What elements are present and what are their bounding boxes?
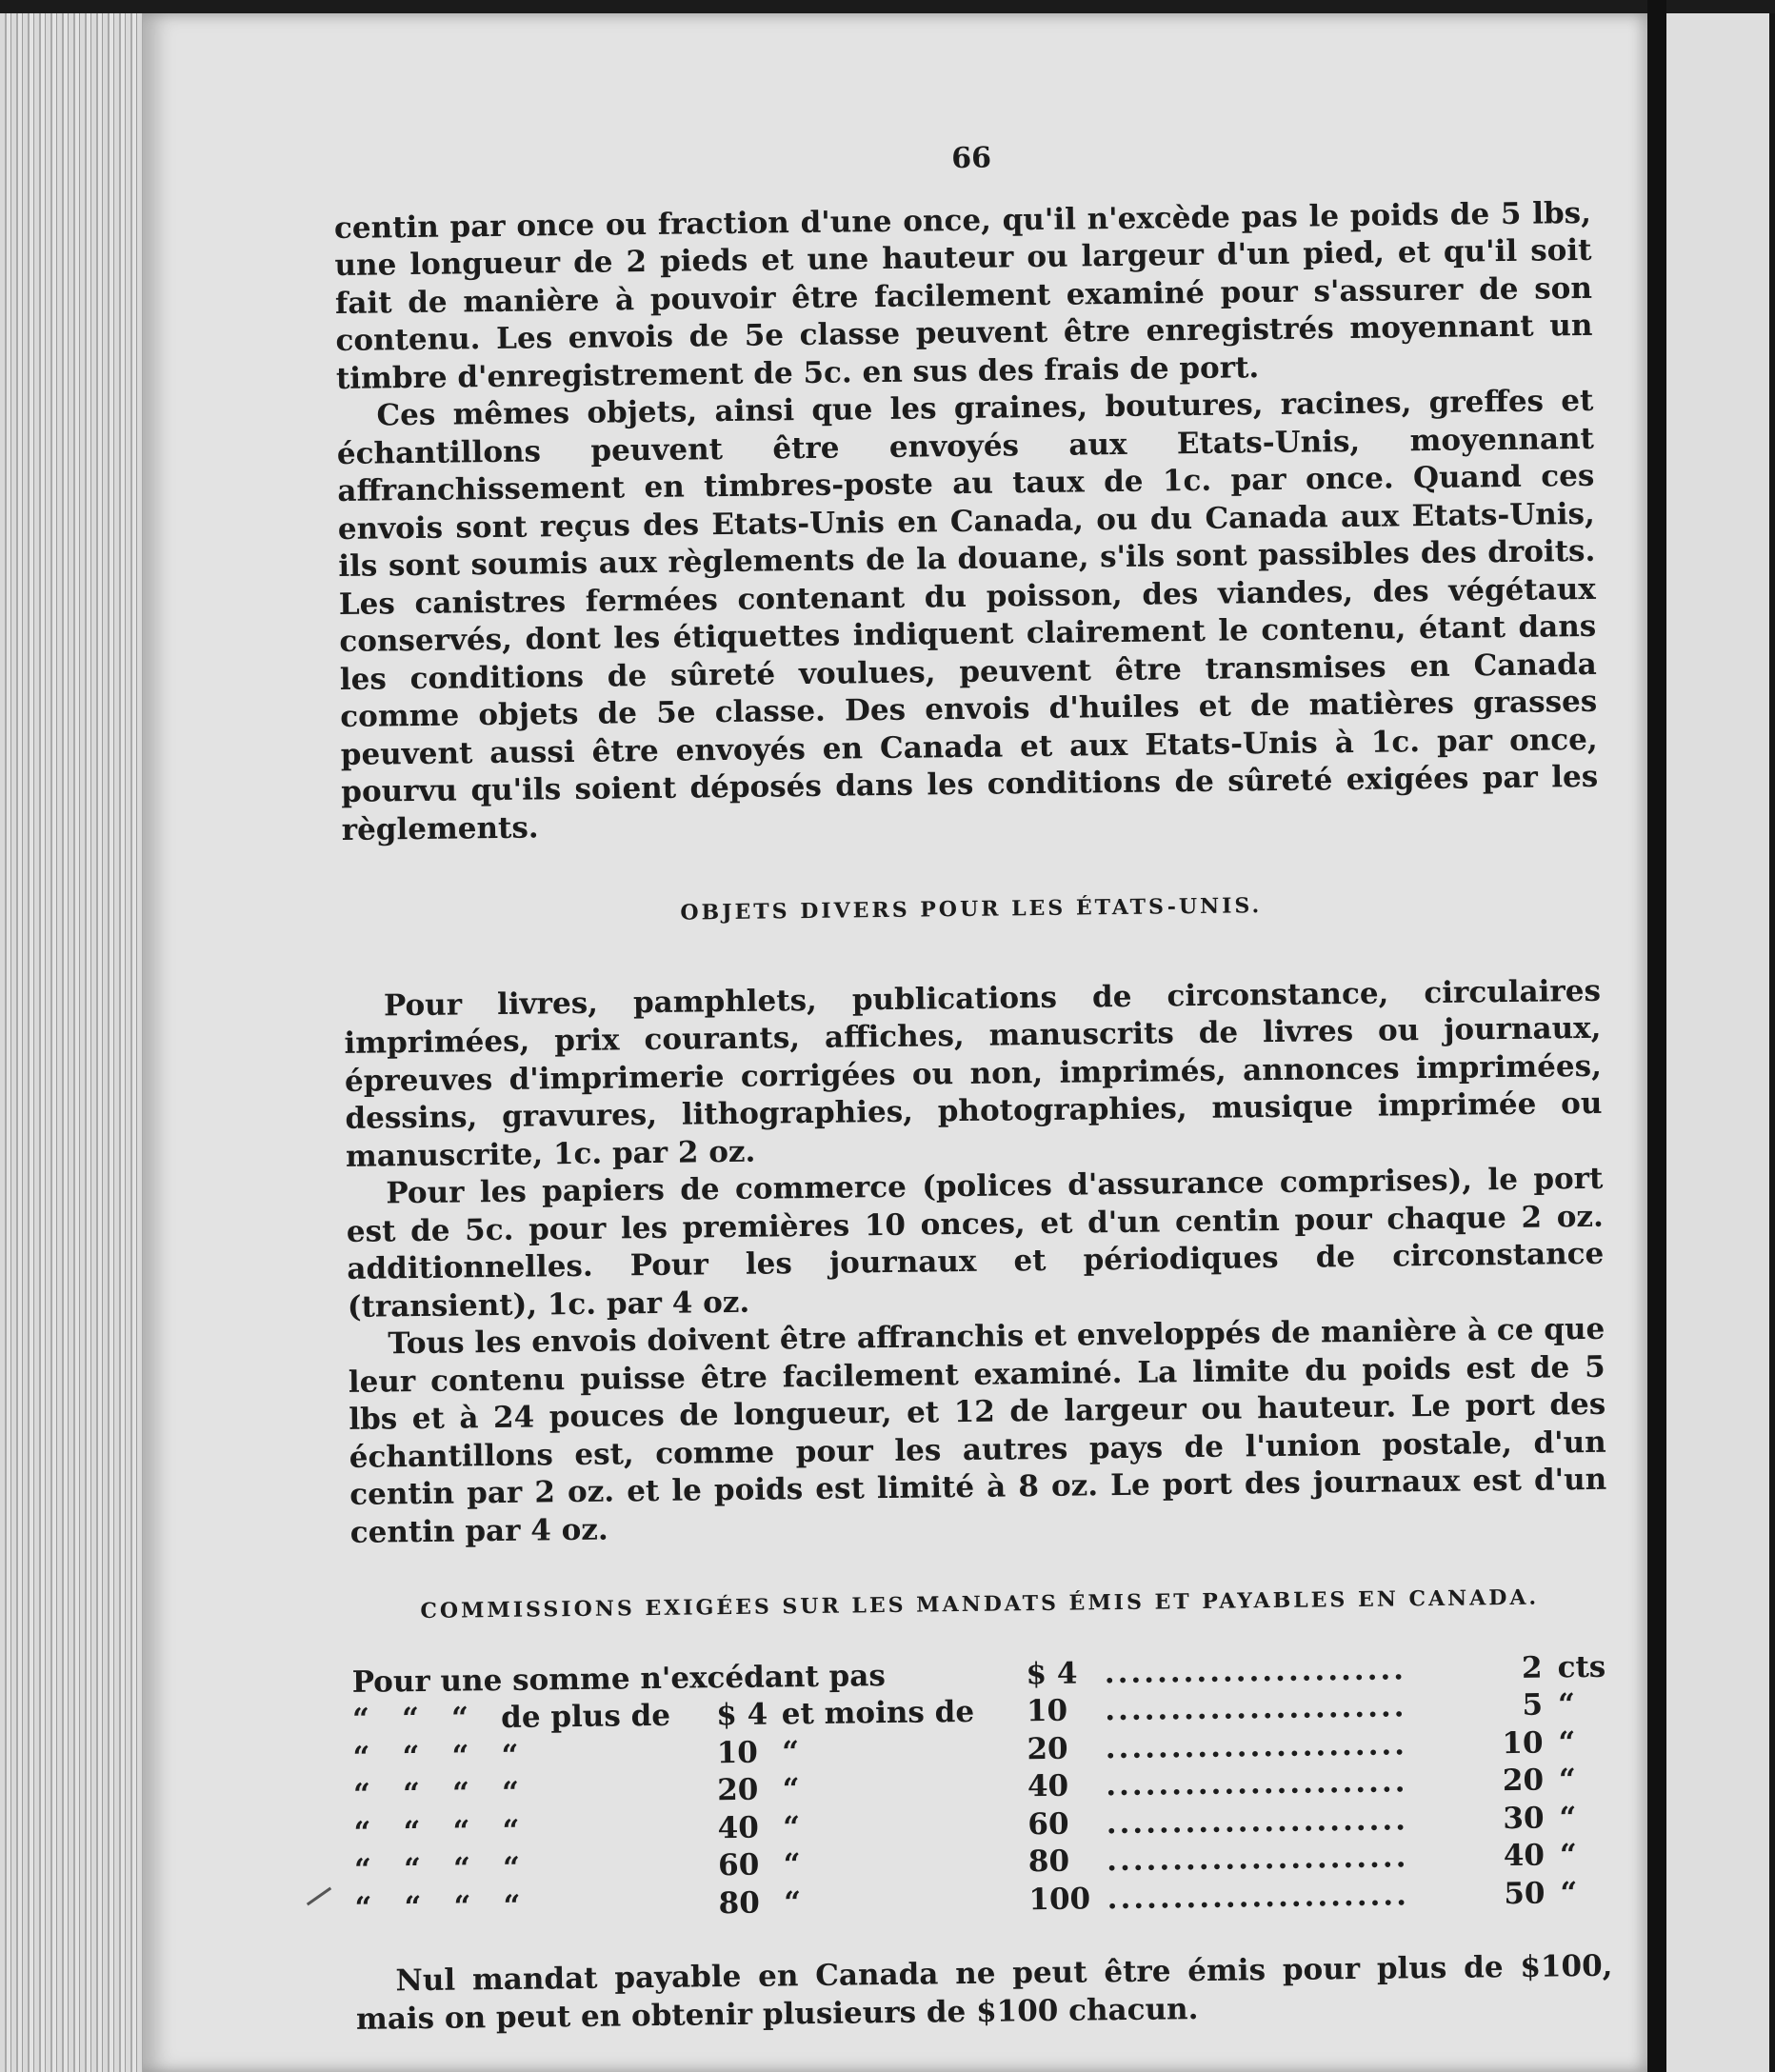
fee-unit: “ xyxy=(1558,1763,1577,1798)
ditto-mark: “ xyxy=(453,1888,471,1924)
paragraph-continued: centin par once ou fraction d'une once, qu'il n'excède pas le poids de 5 lbs, une longueur de 2 pieds et une hauteur ou largeur d'un pied, et qu'il soit fait de manière à pouvoir être facilement examiné pour s'assurer de son contenu. Les envois de 5e classe peuvent être enregistrés moyennant un timbre d'enregistrement de 5c. en sus des frais de port. xyxy=(333,195,1593,396)
range-from: $ 4 xyxy=(716,1697,768,1733)
fee-unit: “ xyxy=(1558,1724,1576,1760)
leader-dots: ....................... xyxy=(1106,1802,1409,1841)
ditto-mark: “ xyxy=(452,1813,470,1849)
ditto-mark: “ xyxy=(402,1739,420,1774)
heading-objets-divers: OBJETS DIVERS POUR LES ÉTATS-UNIS. xyxy=(680,893,1263,926)
commission-rate-table xyxy=(351,1648,1611,1927)
range-from: 10 xyxy=(716,1735,759,1770)
paragraph-papiers-commerce: Pour les papiers de commerce (polices d'assurance comprises), le port est de 5c. pour les premières 10 onces, et d'un centin pour chaque 2 oz. additionnelles. Pour les journaux et périodiques de circonstance (transient), 1c. par 4 oz. xyxy=(346,1161,1605,1325)
fee-unit: “ xyxy=(1560,1875,1578,1910)
leader-dots: ....................... xyxy=(1107,1877,1410,1916)
range-from: 20 xyxy=(716,1772,759,1808)
paragraph-livres: Pour livres, pamphlets, publications de circonstance, circulaires imprimées, prix courants, affiches, manuscrits de livres ou journaux, épreuves d'imprimerie corrigées ou non, imprimés, annonces imprimées, dessins, gravures, lithographies, photographies, musique imprimée ou manuscrite, 1c. par 2 oz. xyxy=(344,973,1603,1174)
book-gutter xyxy=(1647,0,1666,2072)
ditto-mark: “ xyxy=(782,1772,800,1807)
ditto-mark: “ xyxy=(403,1852,422,1887)
fee-value: 5 xyxy=(1522,1687,1544,1723)
ditto-mark: “ xyxy=(783,1847,801,1883)
ditto-mark: “ xyxy=(352,1740,370,1775)
range-to: 10 xyxy=(1026,1693,1068,1729)
range-from: 80 xyxy=(718,1885,761,1921)
range-to: 100 xyxy=(1028,1881,1091,1917)
fee-value: 40 xyxy=(1503,1838,1546,1874)
range-to: 60 xyxy=(1027,1806,1069,1842)
ditto-mark: “ xyxy=(502,1813,520,1848)
leader-dots: ....................... xyxy=(1105,1764,1408,1803)
page-stack-edge xyxy=(0,13,143,2072)
ditto-mark: “ xyxy=(782,1734,800,1769)
ditto-mark: “ xyxy=(451,1738,469,1774)
first-row-label: Pour une somme n'excédant pas xyxy=(351,1658,886,1700)
ditto-mark: “ xyxy=(404,1889,422,1924)
ditto-mark: “ xyxy=(401,1702,420,1737)
ditto-mark: “ xyxy=(354,1890,372,1925)
fee-unit: “ xyxy=(1559,1838,1578,1873)
ditto-mark: “ xyxy=(353,1852,372,1887)
ditto-mark: “ xyxy=(402,1777,421,1812)
fee-value: 2 xyxy=(1521,1650,1543,1685)
ditto-mark: “ xyxy=(451,1776,470,1811)
fee-unit: “ xyxy=(1557,1687,1576,1723)
et-moins-de: et moins de xyxy=(781,1694,975,1732)
ditto-mark: “ xyxy=(352,1777,371,1812)
facing-page-edge xyxy=(1666,13,1775,2072)
fee-value: 20 xyxy=(1502,1763,1545,1799)
ditto-mark: “ xyxy=(503,1888,521,1923)
leader-dots: ....................... xyxy=(1105,1726,1408,1765)
heading-commissions: COMMISSIONS EXIGÉES SUR LES MANDATS ÉMIS ET PAYABLES EN CANADA. xyxy=(420,1584,1540,1624)
range-from: 40 xyxy=(717,1810,760,1845)
leader-dots: ....................... xyxy=(1106,1840,1409,1879)
fee-value: 10 xyxy=(1502,1725,1544,1761)
paragraph-memes-objets: Ces mêmes objets, ainsi que les graines, boutures, racines, greffes et échantillons peuvent être envoyés aux Etats-Unis, moyennant affranchissement en timbres-poste au taux de 1c. par once. Quand ces envois sont reçus des Etats-Unis en Canada, ou du Canada aux Etats-Unis, ils sont soumis aux règlements de la douane, s'ils sont passibles des droits. Les canistres fermées contenant du poisson, des viandes, des végétaux conservés, dont les étiquettes indiquent clairement le contenu, étant dans les conditions de sûreté voulues, peuvent être transmises en Canada comme objets de 5e classe. Des envois d'huiles et de matières grasses peuvent aussi être envoyés en Canada et aux Etats-Unis à 1c. par once, pourvu qu'ils soient déposés dans les conditions de sûreté exigées par les règlements. xyxy=(336,383,1599,847)
ditto-mark: “ xyxy=(502,1850,521,1885)
fee-value: 30 xyxy=(1503,1801,1545,1836)
fee-unit: “ xyxy=(1559,1800,1577,1835)
ditto-mark: “ xyxy=(501,1775,520,1810)
range-to: 20 xyxy=(1027,1731,1068,1766)
leader-dots: ....................... xyxy=(1104,1651,1407,1690)
range-from: 60 xyxy=(717,1847,760,1883)
fee-unit: cts xyxy=(1557,1649,1606,1684)
ditto-mark: “ xyxy=(351,1702,370,1737)
ditto-mark: “ xyxy=(403,1814,421,1849)
ditto-mark: “ xyxy=(783,1809,801,1844)
page-number: 66 xyxy=(951,141,992,176)
ditto-mark: “ xyxy=(501,1738,519,1773)
leader-dots: ....................... xyxy=(1105,1689,1407,1728)
page-content xyxy=(333,132,1613,2039)
ditto-mark: “ xyxy=(353,1815,371,1850)
fee-value: 50 xyxy=(1504,1876,1546,1911)
de-plus-de: de plus de xyxy=(500,1698,671,1735)
ditto-mark: “ xyxy=(450,1701,469,1736)
paragraph-nul-mandat: Nul mandat payable en Canada ne peut être émis pour plus de $100, mais on peut en obtenir plusieurs de $100 chacun. xyxy=(355,1948,1613,2037)
paragraph-envois: Tous les envois doivent être affranchis et enveloppés de manière à ce que leur contenu puisse être facilement examiné. La limite du poids est de 5 lbs et à 24 pouces de longueur, et 12 de largeur ou hauteur. Le port des échantillons est, comme pour les autres pays de l'union postale, d'un centin par 2 oz. et le poids est limité à 8 oz. Le port des journaux est d'un centin par 4 oz. xyxy=(348,1311,1607,1550)
first-row-amount: $ 4 xyxy=(1026,1656,1078,1691)
ditto-mark: “ xyxy=(452,1851,471,1886)
range-to: 80 xyxy=(1027,1843,1070,1880)
scan-top-edge xyxy=(0,0,1775,13)
ditto-mark: “ xyxy=(784,1884,802,1920)
range-to: 40 xyxy=(1027,1768,1069,1804)
